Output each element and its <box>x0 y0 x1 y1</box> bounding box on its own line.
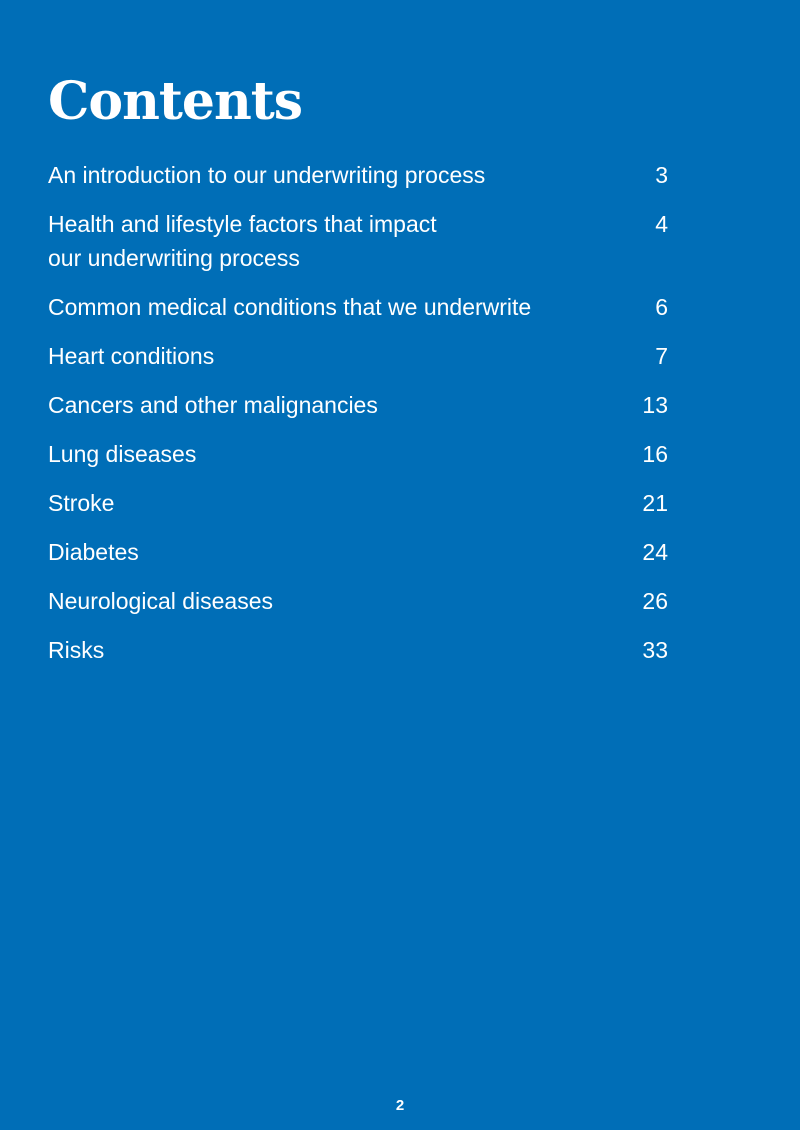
page-title: Contents <box>48 71 303 132</box>
toc-entry-page: 24 <box>642 539 668 565</box>
toc-entry-page: 3 <box>655 162 668 188</box>
toc-entry-label: Health and lifestyle factors that impact our underwriting process <box>48 211 437 271</box>
toc-entry-page: 4 <box>655 211 668 237</box>
toc-entry-heart-conditions[interactable] <box>48 339 668 373</box>
toc-entry-cancers[interactable] <box>48 388 668 422</box>
toc-entry-label: Neurological diseases <box>48 588 274 614</box>
toc-entry-health-lifestyle[interactable] <box>48 207 668 275</box>
toc-entry-page: 13 <box>642 392 668 418</box>
toc-entry-label: Risks <box>48 637 105 663</box>
toc-entry-page: 7 <box>655 343 668 369</box>
toc-entry-common-conditions[interactable] <box>48 290 668 324</box>
toc-entry-label: Lung diseases <box>48 441 197 467</box>
page-number: 2 <box>395 1097 405 1114</box>
toc-entry-risks[interactable] <box>48 633 668 667</box>
toc-entry-label: Stroke <box>48 490 115 516</box>
toc-entry-introduction[interactable] <box>48 158 668 192</box>
toc-entry-page: 6 <box>655 294 668 320</box>
toc-entry-page: 26 <box>642 588 668 614</box>
toc-entry-page: 21 <box>642 490 668 516</box>
toc-entry-stroke[interactable] <box>48 486 668 520</box>
toc-entry-label: Cancers and other malignancies <box>48 392 378 418</box>
toc-entry-neurological[interactable] <box>48 584 668 618</box>
toc-entry-label: Heart conditions <box>48 343 215 369</box>
toc-entry-lung-diseases[interactable] <box>48 437 668 471</box>
toc-entry-label: Common medical conditions that we underwrite <box>48 294 532 320</box>
toc-entry-page: 16 <box>642 441 668 467</box>
toc-entry-diabetes[interactable] <box>48 535 668 569</box>
toc-entry-label: Diabetes <box>48 539 139 565</box>
table-of-contents <box>48 158 668 682</box>
toc-entry-label: An introduction to our underwriting process <box>48 162 486 188</box>
toc-entry-page: 33 <box>642 637 668 663</box>
